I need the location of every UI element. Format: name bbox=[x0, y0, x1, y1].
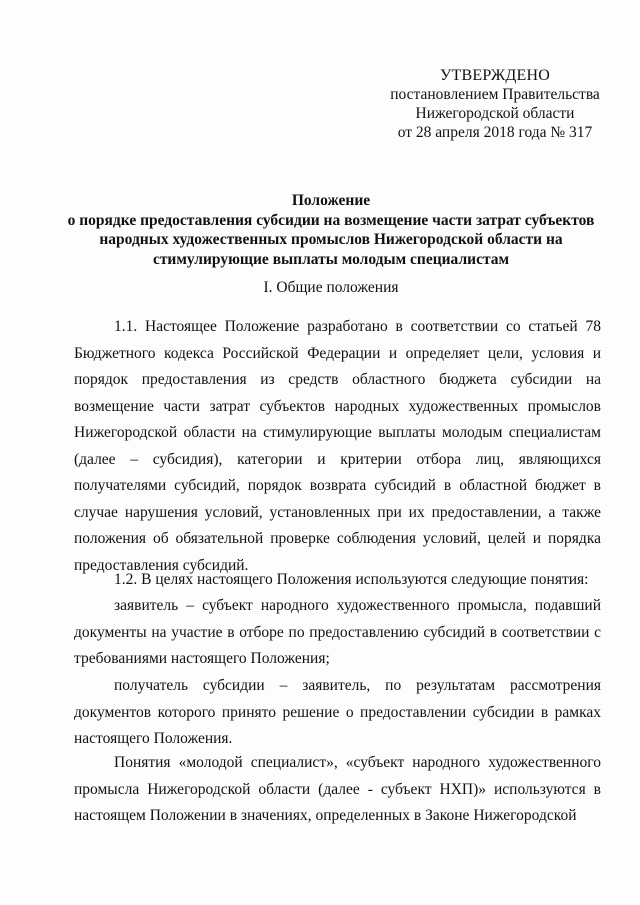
approval-heading: УТВЕРЖДЕНО bbox=[439, 67, 550, 84]
approval-line-2: Нижегородской области bbox=[415, 105, 575, 122]
paragraph-recipient-definition bbox=[74, 673, 601, 753]
paragraph-applicant-definition bbox=[74, 593, 601, 673]
paragraph-text: заявитель – субъект народного художественного промысла, подавший документы на участие в отборе по предоставлению субсидий в соответствии с требованиями настоящего Положения; bbox=[74, 597, 601, 667]
document-title bbox=[48, 191, 614, 269]
paragraph-1-1 bbox=[74, 314, 601, 579]
approval-line-3: от 28 апреля 2018 года № 317 bbox=[397, 124, 593, 141]
paragraph-text: получатель субсидии – заявитель, по результатам рассмотрения документов которого принято решение о предоставлении субсидии в рамках настоящего Положения. bbox=[74, 677, 601, 747]
section-heading: I. Общие положения bbox=[263, 279, 399, 296]
paragraph-text: 1.1. Настоящее Положение разработано в соответствии со статьей 78 Бюджетного кодекса Российской Федерации и определяет цели, условия и порядок предоставления из средств областного бюджета субсидии на возмещение части затрат субъектов народных художественных промыслов Нижегородской области на стимулирующие выплаты молодым специалистам (далее – субсидия), категории и критерии отбора лиц, являющихся получателями субсидий, порядок возврата субсидий в областной бюджет в случае нарушения условий, установленных при их предоставлении, а также положения об обязательной проверке соблюдения условий, целей и порядка предоставления субсидий. bbox=[74, 318, 601, 574]
approval-line-1: постановлением Правительства bbox=[390, 86, 600, 103]
title-line-4: стимулирующие выплаты молодым специалистам bbox=[152, 250, 510, 268]
title-line-3: народных художественных промыслов Нижегородской области на bbox=[99, 231, 563, 248]
title-line-1: Положение bbox=[291, 192, 371, 209]
paragraph-1-2 bbox=[74, 567, 601, 594]
paragraph-text: Понятия «молодой специалист», «субъект народного художественного промысла Нижегородской области (далее - субъект НХП)» используются в настоящем Положении в значениях, определенных в Законе Нижегородской bbox=[74, 754, 601, 824]
approval-stamp bbox=[380, 66, 610, 142]
paragraph-concepts bbox=[74, 750, 601, 830]
paragraph-text: 1.2. В целях настоящего Положения используются следующие понятия: bbox=[114, 571, 589, 588]
title-line-2: о порядке предоставления субсидии на возмещение части затрат субъектов bbox=[67, 211, 595, 229]
